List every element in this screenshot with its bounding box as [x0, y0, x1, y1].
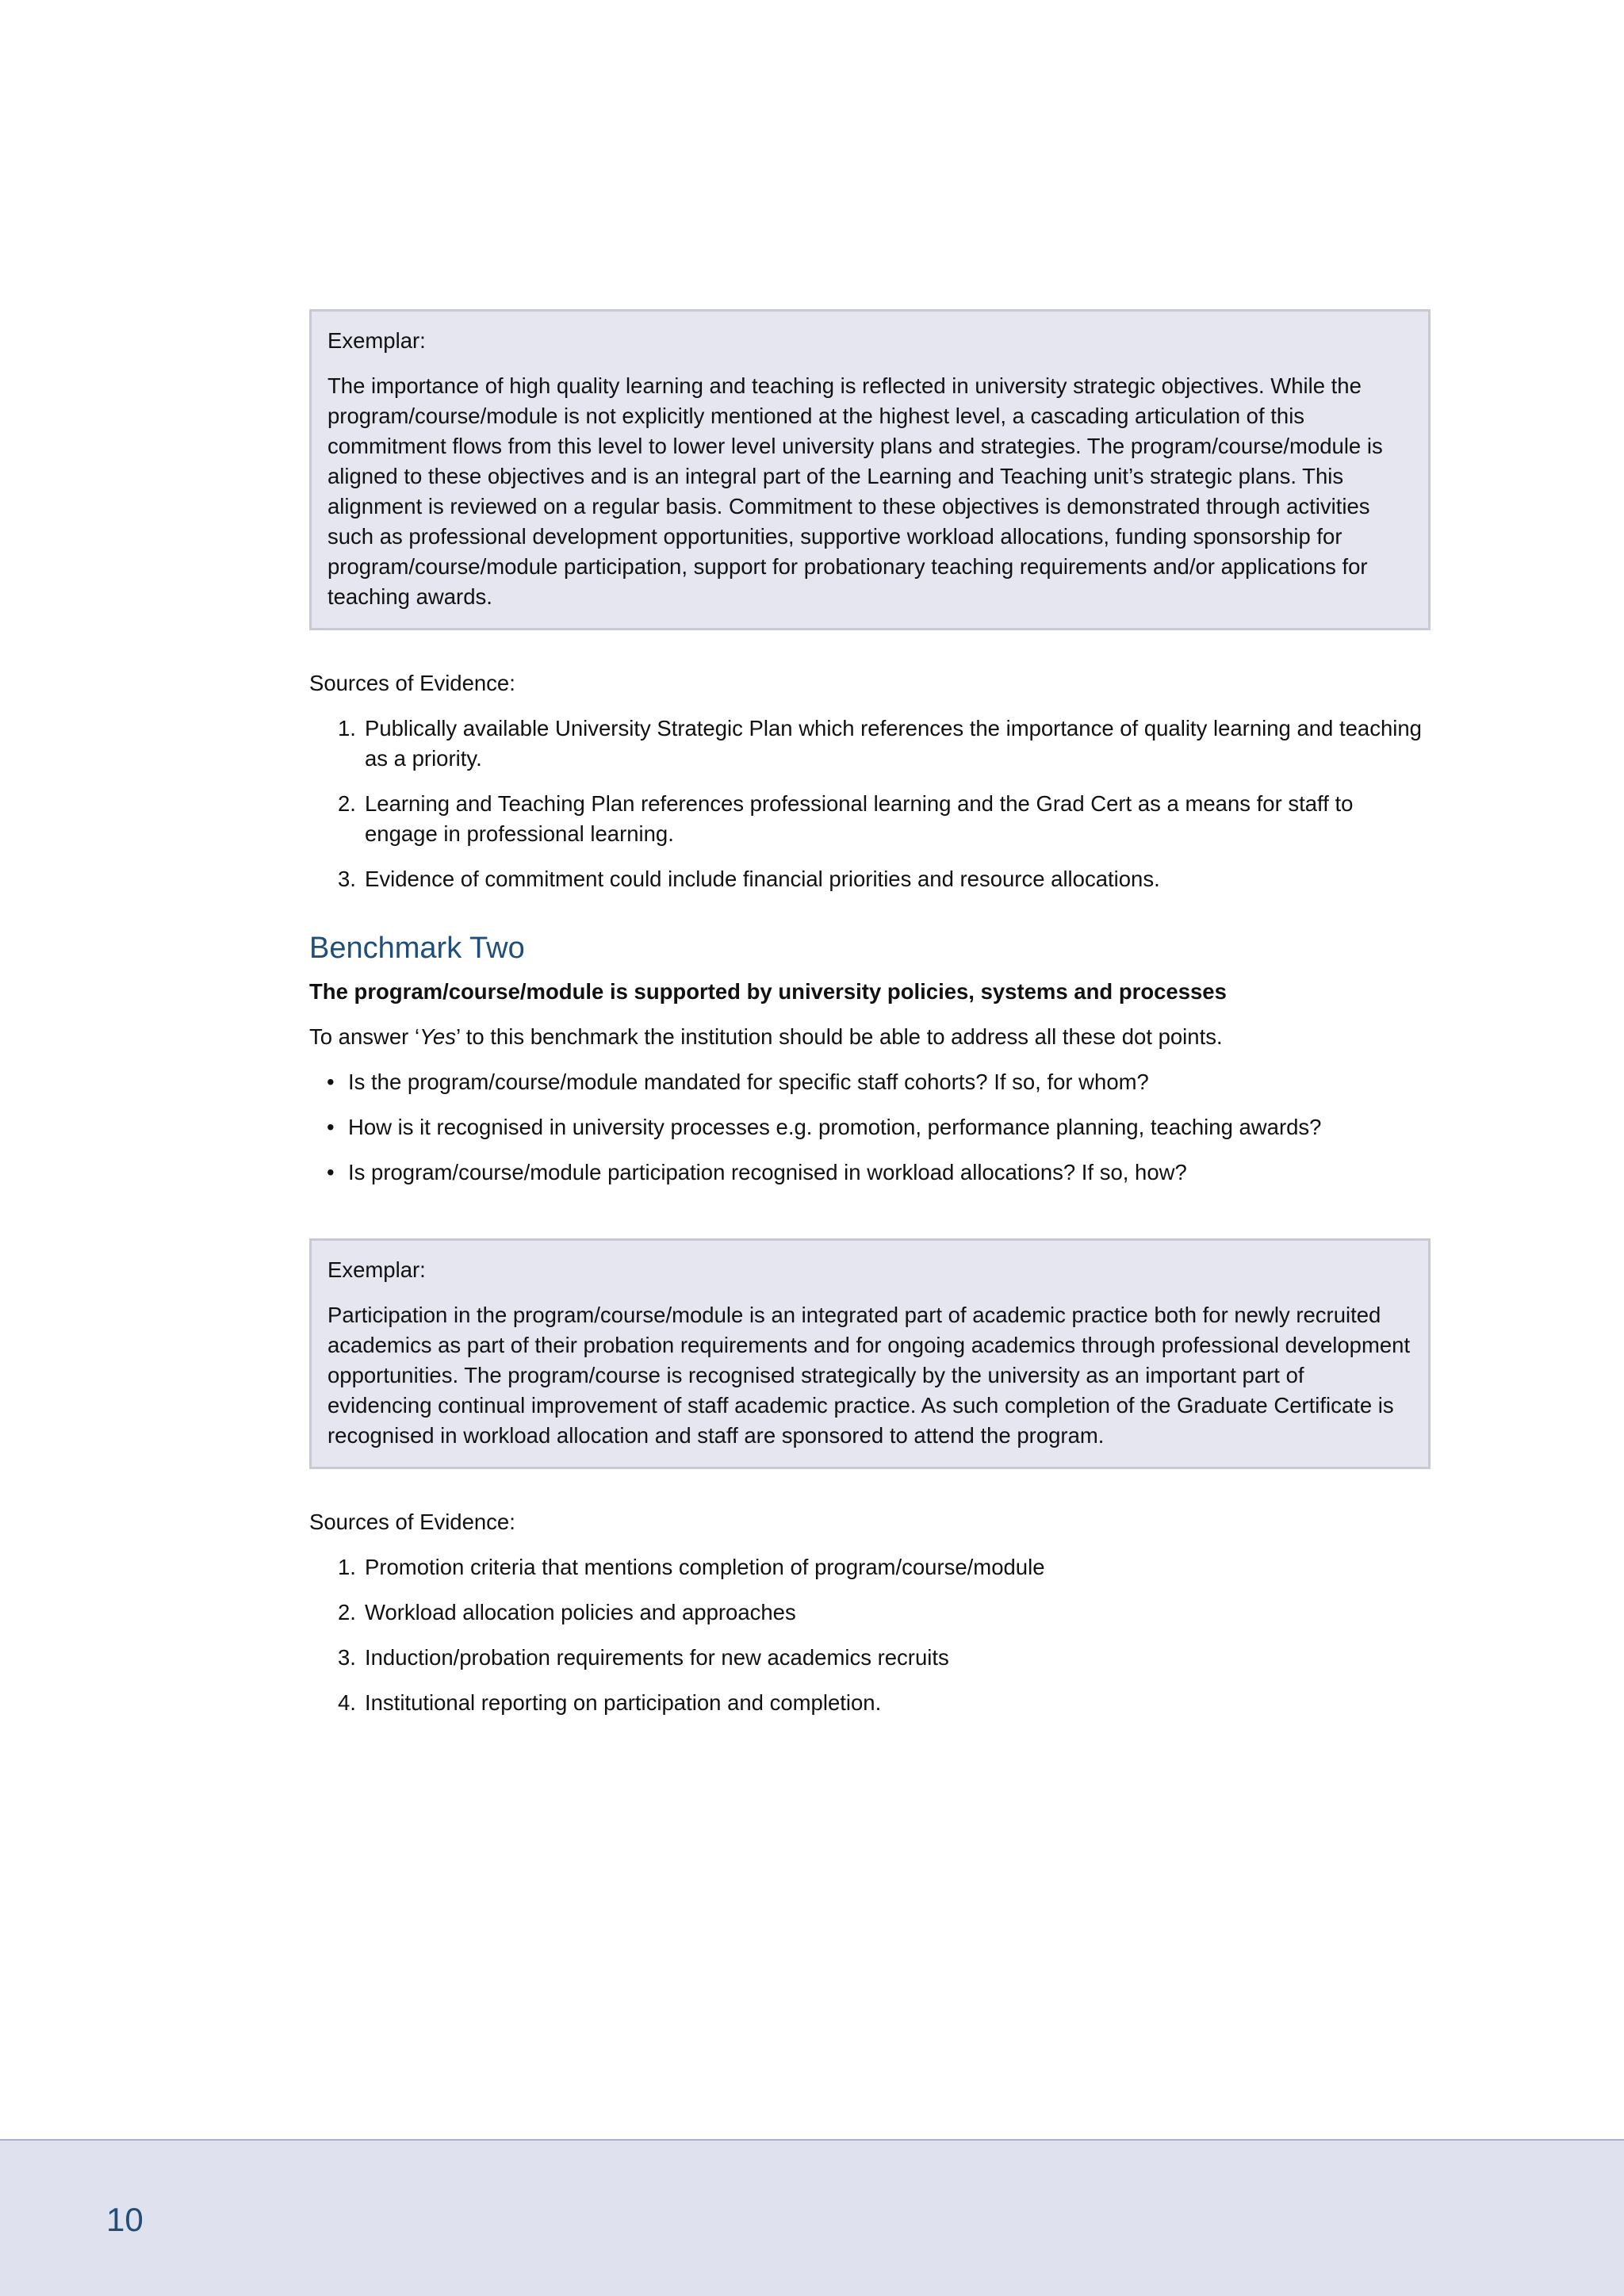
- bullet-icon: •: [327, 1160, 335, 1184]
- list-item: [309, 789, 1431, 849]
- point-text: Is the program/course/module mandated for specific staff cohorts? If so, for whom?: [348, 1070, 1149, 1094]
- exemplar-box-1: [309, 309, 1431, 630]
- point-text: Is program/course/module participation recognised in workload allocations? If so, how?: [348, 1160, 1187, 1184]
- exemplar-box-2: [309, 1238, 1431, 1469]
- item-number: 1.: [338, 716, 356, 740]
- item-number: 2.: [338, 1600, 356, 1624]
- exemplar-text: Participation in the program/course/module is an integrated part of academic practice both for newly recruited academics as part of their probation requirements and for ongoing academics through professional development opportunities. The program/course is recognised strategically by the university as an important part of evidencing continual improvement of staff academic practice. As such completion of the Graduate Certificate is recognised in workload allocation and staff are sponsored to attend the program.: [327, 1303, 1411, 1448]
- sources-list-2: [309, 1552, 1431, 1718]
- bullet-icon: •: [327, 1070, 335, 1094]
- list-item: [309, 1552, 1431, 1582]
- item-text: Promotion criteria that mentions completion of program/course/module: [365, 1555, 1045, 1579]
- item-number: 1.: [338, 1555, 356, 1579]
- item-text: Evidence of commitment could include financial priorities and resource allocations.: [365, 867, 1160, 891]
- intro-prefix: To answer ‘: [309, 1024, 420, 1049]
- list-item: [309, 1158, 1431, 1188]
- benchmark-subtitle: The program/course/module is supported by university policies, systems and processes: [309, 979, 1227, 1004]
- sources-heading: Sources of Evidence:: [309, 1510, 515, 1534]
- list-item: [309, 1067, 1431, 1097]
- item-text: Learning and Teaching Plan references professional learning and the Grad Cert as a means for staff to engage in professional learning.: [365, 791, 1354, 846]
- intro-emphasis: Yes: [419, 1024, 456, 1049]
- point-text: How is it recognised in university processes e.g. promotion, performance planning, teaching awards?: [348, 1115, 1322, 1139]
- list-item: [309, 1598, 1431, 1628]
- item-number: 4.: [338, 1690, 356, 1715]
- benchmark-intro: [309, 1022, 1431, 1052]
- page-footer: [0, 2139, 1624, 2296]
- item-text: Publically available University Strategic Plan which references the importance of quality learning and teaching as a priority.: [365, 716, 1422, 771]
- benchmark-points: [309, 1067, 1431, 1188]
- exemplar-label: Exemplar:: [327, 1257, 426, 1282]
- sources-heading: Sources of Evidence:: [309, 671, 515, 695]
- item-text: Institutional reporting on participation and completion.: [365, 1690, 882, 1715]
- item-number: 3.: [338, 1645, 356, 1670]
- item-number: 3.: [338, 867, 356, 891]
- list-item: [309, 1643, 1431, 1673]
- item-number: 2.: [338, 791, 356, 816]
- exemplar-text: The importance of high quality learning and teaching is reflected in university strategic objectives. While the program/course/module is not explicitly mentioned at the highest level, a cascading articulation of this commitment flows from this level to lower level university plans and strategies. The program/course/module is aligned to these objectives and is an integral part of the Learning and Teaching unit’s strategic plans. This alignment is reviewed on a regular basis. Commitment to these objectives is demonstrated through activities such as professional development opportunities, supportive workload allocations, funding sponsorship for program/course/module participation, support for probationary teaching requirements and/or applications for teaching awards.: [327, 373, 1383, 609]
- benchmark-title: Benchmark Two: [309, 932, 525, 965]
- intro-suffix: ’ to this benchmark the institution should be able to address all these dot points.: [455, 1024, 1223, 1049]
- item-text: Workload allocation policies and approaches: [365, 1600, 796, 1624]
- exemplar-label: Exemplar:: [327, 328, 426, 353]
- list-item: [309, 864, 1431, 894]
- sources-list-1: [309, 714, 1431, 894]
- list-item: [309, 1688, 1431, 1718]
- list-item: [309, 1112, 1431, 1142]
- page-number: 10: [106, 2201, 144, 2238]
- list-item: [309, 714, 1431, 774]
- item-text: Induction/probation requirements for new academics recruits: [365, 1645, 949, 1670]
- page-content: [309, 309, 1431, 1718]
- bullet-icon: •: [327, 1115, 335, 1139]
